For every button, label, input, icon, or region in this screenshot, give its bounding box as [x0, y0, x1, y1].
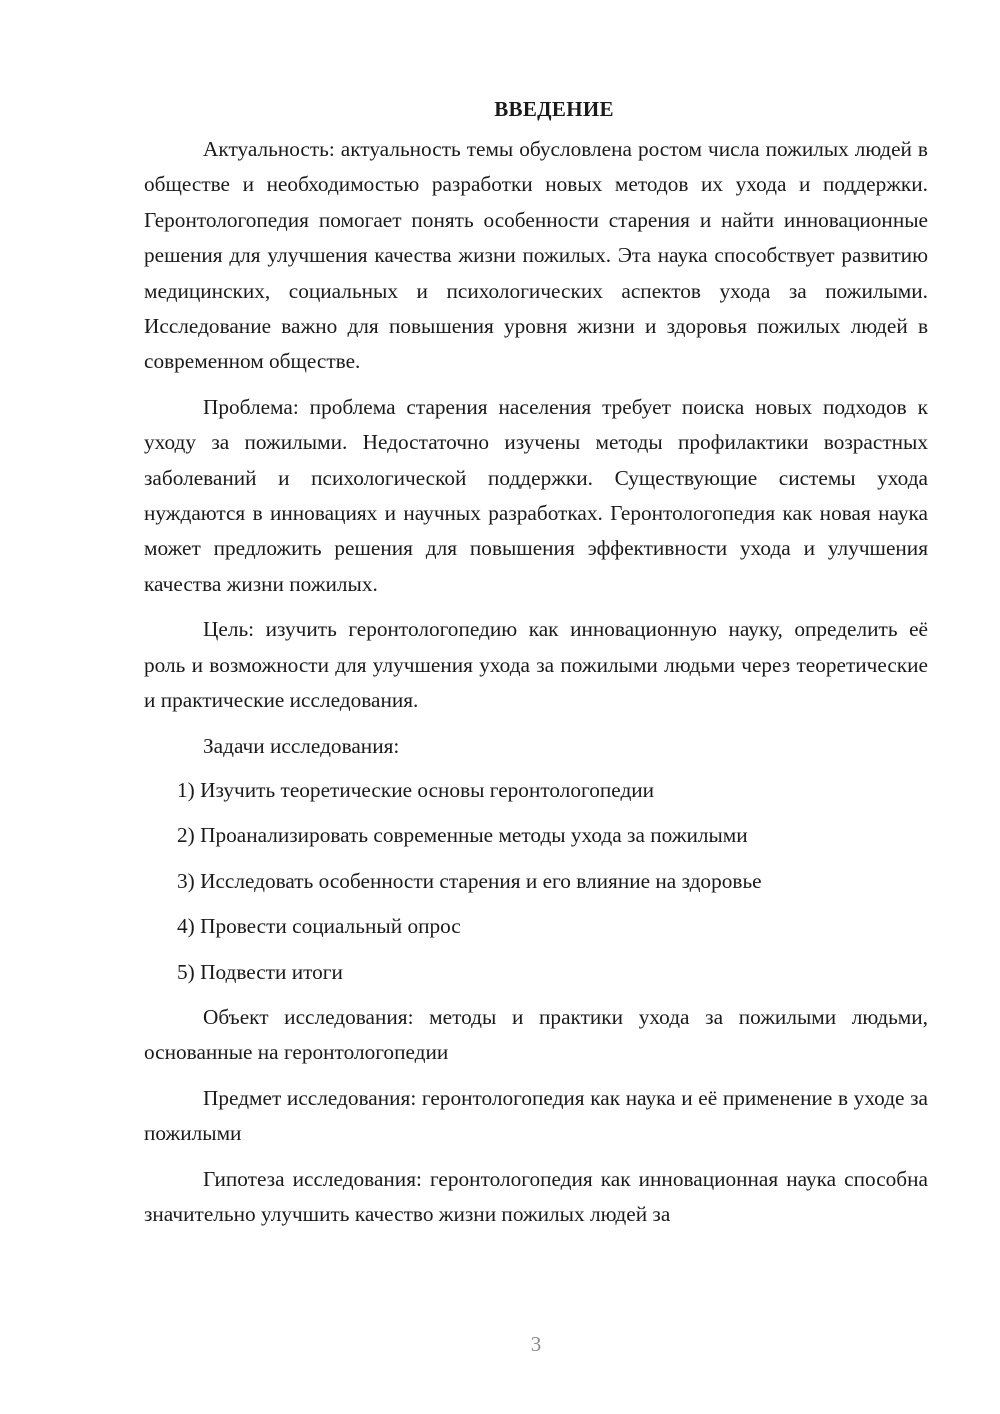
paragraph-object: Объект исследования: методы и практики ухода за пожилыми людьми, основанные на геронтологопедии [144, 1004, 928, 1065]
paragraph-hypothesis: Гипотеза исследования: геронтологопедия как инновационная наука способна значительно улучшить качество жизни пожилых людей за [144, 1166, 928, 1226]
tasks-list [144, 773, 928, 990]
page-content [144, 92, 928, 1242]
section-title: ВВЕДЕНИЕ [494, 97, 614, 121]
paragraph-subject: Предмет исследования: геронтологопедия как наука и её применение в уходе за пожилыми [144, 1085, 928, 1146]
paragraph-problem: Проблема: проблема старения населения требует поиска новых подходов к уходу за пожилыми. Недостаточно изучены методы профилактики возрастных заболеваний и психологической поддержки. Существующие системы ухода нуждаются в инновациях и научных разработках. Геронтологопедия как новая наука может предложить решения для повышения эффективности ухода и улучшения качества жизни пожилых. [144, 394, 928, 596]
list-item: 4) Провести социальный опрос [177, 914, 461, 939]
page-number: 3 [530, 1332, 542, 1356]
paragraph-relevance: Актуальность: актуальность темы обусловлена ростом числа пожилых людей в обществе и необходимостью разработки новых методов их ухода и поддержки. Геронтологопедия помогает понять особенности старения и найти инновационные решения для улучшения качества жизни пожилых. Эта наука способствует развитию медицинских, социальных и психологических аспектов ухода за пожилыми. Исследование важно для повышения уровня жизни и здоровья пожилых людей в современном обществе. [144, 137, 928, 374]
list-item: 1) Изучить теоретические основы геронтологопедии [177, 777, 655, 802]
tasks-heading: Задачи исследования: [203, 733, 400, 758]
list-item: 2) Проанализировать современные методы ухода за пожилыми [177, 823, 748, 848]
paragraph-goal: Цель: изучить геронтологопедию как инновационную науку, определить её роль и возможности для улучшения ухода за пожилыми людьми через теоретические и практические исследования. [144, 617, 928, 713]
list-item: 5) Подвести итоги [177, 959, 343, 984]
list-item: 3) Исследовать особенности старения и его влияние на здоровье [177, 868, 762, 893]
